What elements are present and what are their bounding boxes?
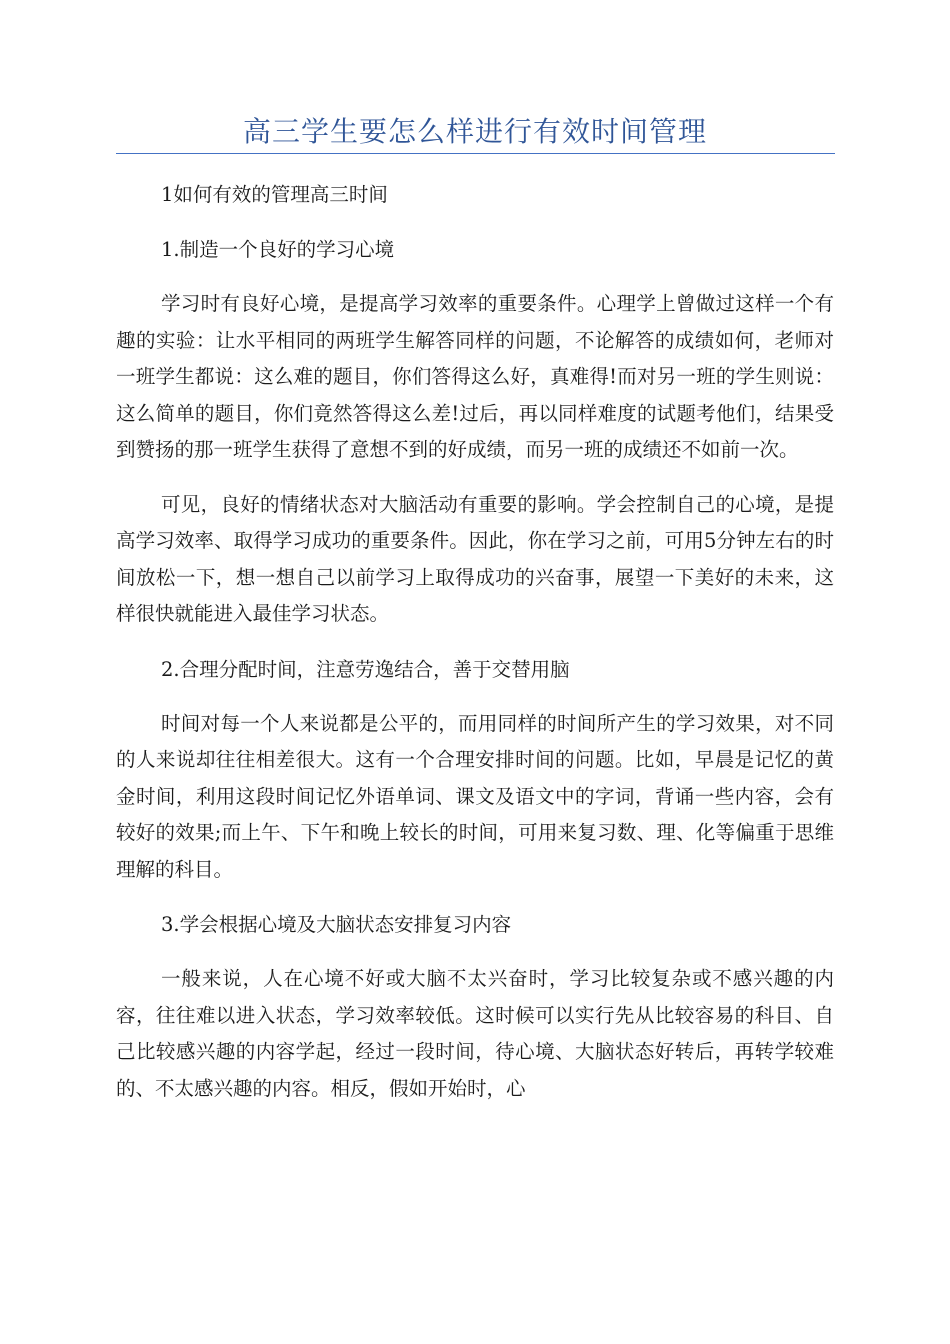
title-underline [116,153,835,154]
paragraph-3: 时间对每一个人来说都是公平的，而用同样的时间所产生的学习效果，对不同的人来说却往往相差很大。这有一个合理安排时间的问题。比如，早晨是记忆的黄金时间，利用这段时间记忆外语单词、课文及语文中的字词，背诵一些内容，会有较好的效果;而上午、下午和晚上较长的时间，可用来复习数、理、化等偏重于思维理解的科目。 [116,711,834,881]
paragraph-2: 可见，良好的情绪状态对大脑活动有重要的影响。学会控制自己的心境，是提高学习效率、取得学习成功的重要条件。因此，你在学习之前，可用5分钟左右的时间放松一下，想一想自己以前学习上取得成功的兴奋事，展望一下美好的未来，这样很快就能进入最佳学习状态。 [116,492,834,625]
section-heading: 1如何有效的管理高三时间 [161,183,388,206]
paragraph-1: 学习时有良好心境，是提高学习效率的重要条件。心理学上曾做过这样一个有趣的实验：让水平相同的两班学生解答同样的问题，不论解答的成绩如何，老师对一班学生都说：这么难的题目，你们答得这么好，真难得!而对另一班的学生则说：这么简单的题目，你们竟然答得这么差!过后，再以同样难度的试题考他们，结果受到赞扬的那一班学生获得了意想不到的好成绩，而另一班的成绩还不如前一次。 [116,292,834,461]
subheading-1: 1.制造一个良好的学习心境 [161,238,395,261]
subheading-2: 2.合理分配时间，注意劳逸结合，善于交替用脑 [161,657,570,681]
paragraph-4: 一般来说，人在心境不好或大脑不太兴奋时，学习比较复杂或不感兴趣的内容，往往难以进入状态，学习效率较低。这时候可以实行先从比较容易的科目、自己比较感兴趣的内容学起，经过一段时间，待心境、大脑状态好转后，再转学较难的、不太感兴趣的内容。相反，假如开始时，心 [116,967,834,1100]
subheading-3: 3.学会根据心境及大脑状态安排复习内容 [161,913,512,936]
document-title: 高三学生要怎么样进行有效时间管理 [242,115,707,148]
document-body [116,176,834,1125]
